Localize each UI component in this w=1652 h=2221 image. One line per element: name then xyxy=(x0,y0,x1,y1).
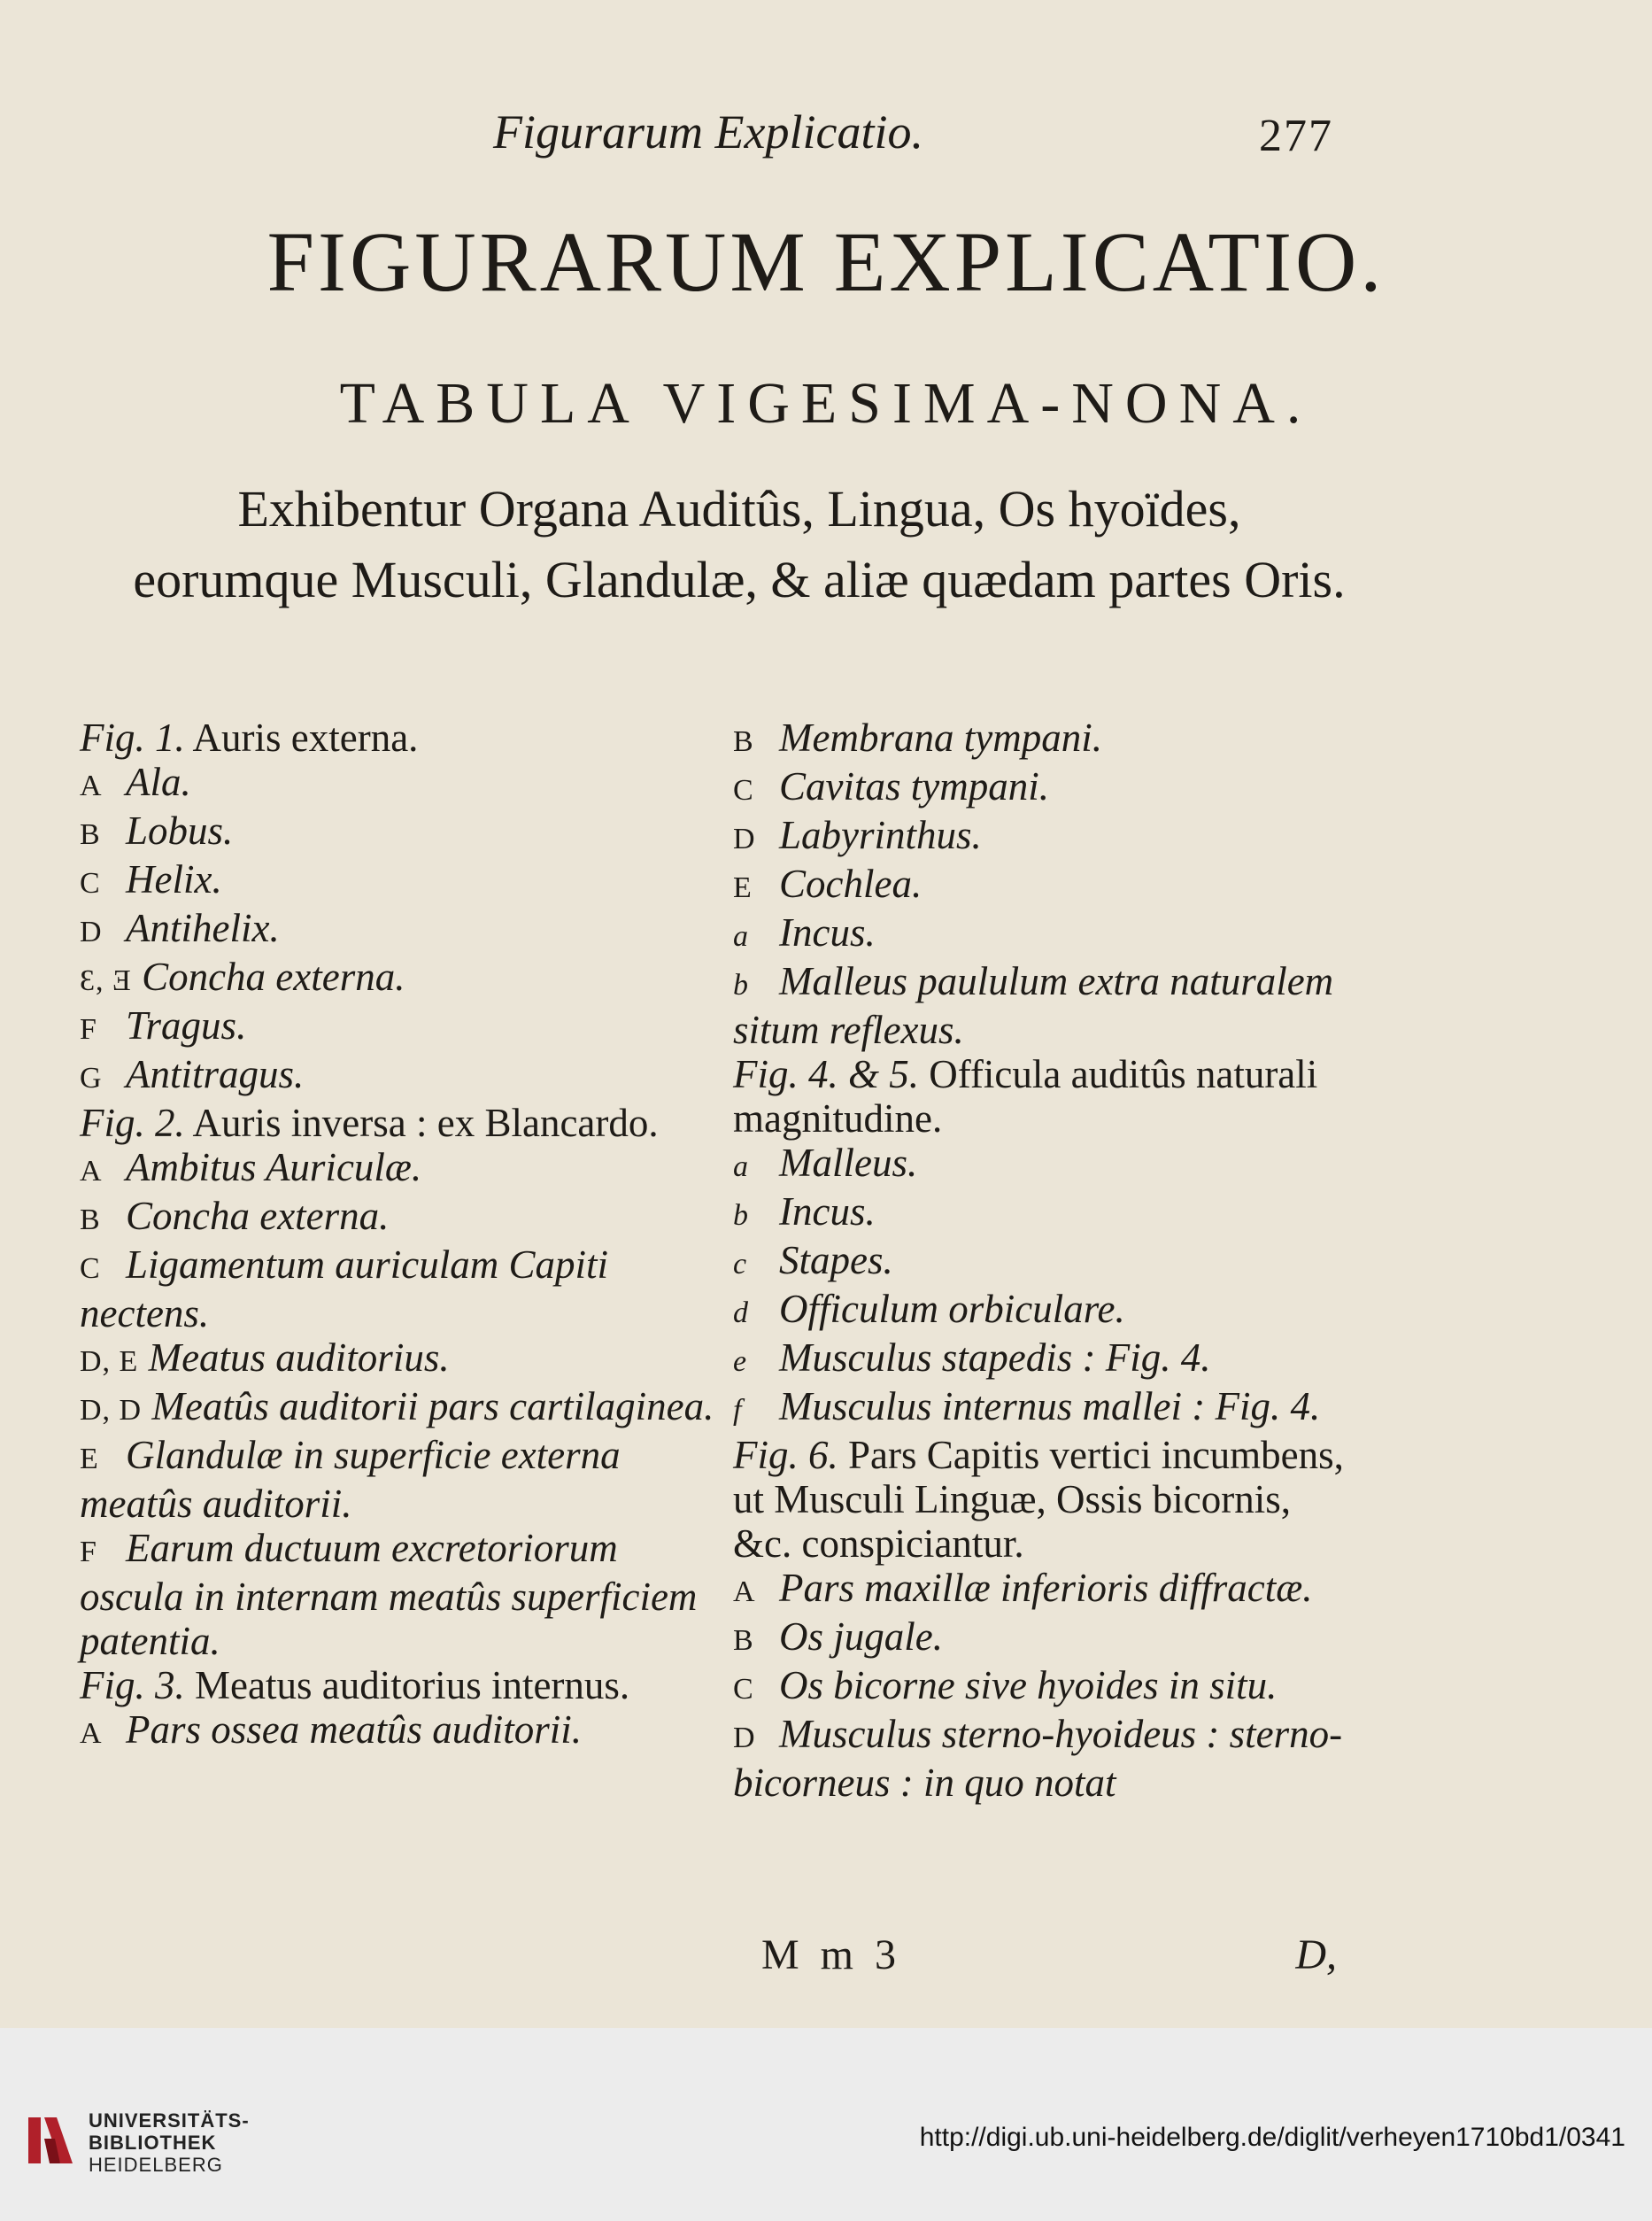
list-item: A Pars ossea meatûs auditorii. xyxy=(80,1707,583,1752)
list-item: A Pars maxillæ inferioris diffractæ. xyxy=(733,1566,1313,1610)
list-item: A Ambitus Auriculæ. xyxy=(80,1145,422,1189)
signature-mark: M m 3 xyxy=(761,1931,902,1978)
list-item: B Concha externa. xyxy=(80,1194,390,1238)
list-item: Fig. 4. & 5. Officula auditûs naturali magnitudine. xyxy=(733,1052,1318,1141)
list-item: Fig. 1. Auris externa. xyxy=(80,716,419,760)
list-item: Ɛ, Ǝ Concha externa. xyxy=(80,955,405,999)
list-item: D, D Meatûs auditorii pars cartilaginea. xyxy=(80,1384,714,1428)
list-item: b Incus. xyxy=(733,1189,876,1234)
footer-bar xyxy=(0,2028,1652,2221)
list-item: E Glandulæ in superficie externa meatûs auditorii. xyxy=(80,1433,621,1526)
library-name-line3: HEIDELBERG xyxy=(89,2154,223,2176)
source-url[interactable]: http://digi.ub.uni-heidelberg.de/diglit/verheyen1710bd1/0341 xyxy=(919,2123,1625,2152)
library-name-line1: UNIVERSITÄTS- xyxy=(89,2109,250,2132)
list-item: B Os jugale. xyxy=(733,1614,943,1659)
list-item: E Cochlea. xyxy=(733,862,922,906)
plate-subtitle: TABULA VIGESIMA-NONA. xyxy=(339,371,1313,436)
page-number: 277 xyxy=(1259,111,1333,161)
list-item: Fig. 6. Pars Capitis vertici incumbens, ut Musculi Linguæ, Ossis bicornis, &c. conspiciantur. xyxy=(733,1433,1344,1566)
left-column xyxy=(80,716,726,1756)
list-item: C Ligamentum auriculam Capiti nectens. xyxy=(80,1242,609,1335)
library-name-line2: BIBLIOTHEK xyxy=(89,2132,217,2154)
list-item: G Antitragus. xyxy=(80,1052,305,1096)
page-title: FIGURARUM EXPLICATIO. xyxy=(266,214,1386,309)
list-item: c Stapes. xyxy=(733,1238,893,1282)
running-title: Figurarum Explicatio. xyxy=(493,105,923,159)
list-item: F Earum ductuum excretoriorum oscula in internam meatûs superficiem patentia. xyxy=(80,1526,698,1663)
list-item: e Musculus stapedis : Fig. 4. xyxy=(733,1335,1211,1380)
right-column xyxy=(733,716,1346,1805)
library-name xyxy=(89,2109,250,2176)
list-item: A Ala. xyxy=(80,760,191,804)
running-head xyxy=(0,104,1652,166)
list-item: D Antihelix. xyxy=(80,906,280,950)
catchword: D, xyxy=(1295,1931,1337,1978)
list-item: C Helix. xyxy=(80,857,222,902)
list-item: a Incus. xyxy=(733,910,876,955)
list-item: Fig. 2. Auris inversa : ex Blancardo. xyxy=(80,1101,659,1145)
list-item: f Musculus internus mallei : Fig. 4. xyxy=(733,1384,1321,1428)
plate-introduction: Exhibentur Organa Auditûs, Lingua, Os hyoïdes, eorumque Musculi, Glandulæ, & aliæ quædam partes Oris. xyxy=(133,480,1346,608)
library-logo-icon xyxy=(25,2112,76,2169)
list-item: D Musculus sterno-hyoideus : sterno-bicorneus : in quo notat xyxy=(733,1712,1343,1805)
list-item: C Os bicorne sive hyoides in situ. xyxy=(733,1663,1278,1707)
list-item: Fig. 3. Meatus auditorius internus. xyxy=(80,1663,630,1707)
list-item: C Cavitas tympani. xyxy=(733,764,1049,809)
list-item: d Officulum orbiculare. xyxy=(733,1287,1125,1331)
list-item: D, E Meatus auditorius. xyxy=(80,1335,450,1380)
list-item: b Malleus paululum extra naturalem situm reflexus. xyxy=(733,959,1334,1052)
list-item: B Lobus. xyxy=(80,809,234,853)
list-item: F Tragus. xyxy=(80,1003,247,1048)
list-item: D Labyrinthus. xyxy=(733,813,982,857)
catchline xyxy=(761,1931,1337,1984)
list-item: a Malleus. xyxy=(733,1141,918,1185)
list-item: B Membrana tympani. xyxy=(733,716,1102,760)
